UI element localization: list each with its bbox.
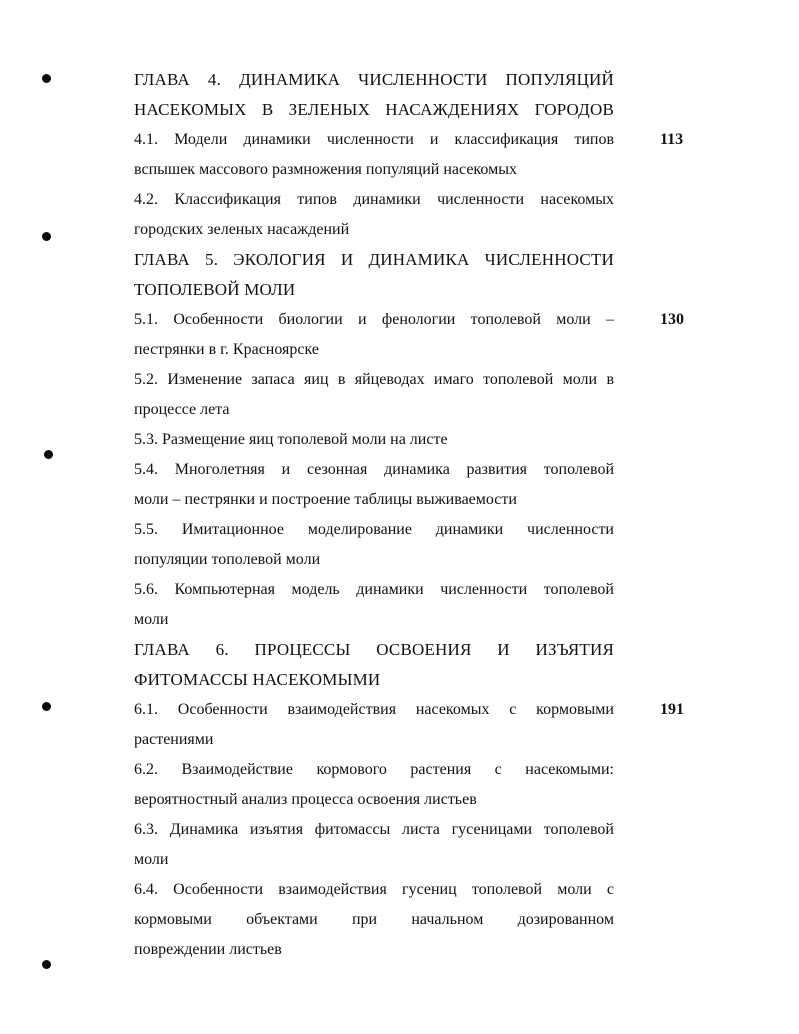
page-number: 113 bbox=[660, 131, 684, 148]
toc-entry-5-2 bbox=[134, 365, 614, 425]
toc-entry-6-1 bbox=[134, 695, 614, 755]
toc-entry-line: городских зеленых насаждений bbox=[134, 221, 350, 238]
chapter-6-title bbox=[134, 635, 614, 695]
toc-entry-line: 5.5. Имитационное моделирование динамики численности bbox=[134, 521, 614, 538]
punch-hole-dot bbox=[42, 702, 51, 711]
toc-entry-5-1 bbox=[134, 305, 614, 365]
toc-entry-line: 5.1. Особенности биологии и фенологии тополевой моли – bbox=[134, 311, 614, 328]
toc-entry-line: вероятностный анализ процесса освоения листьев bbox=[134, 791, 477, 808]
punch-hole-dot bbox=[42, 960, 51, 969]
toc-entry-line: 5.4. Многолетняя и сезонная динамика развития тополевой bbox=[134, 461, 614, 478]
toc-entry-6-2 bbox=[134, 755, 614, 815]
toc-entry-line: моли bbox=[134, 611, 169, 628]
chapter-title-line: ГЛАВА 4. ДИНАМИКА ЧИСЛЕННОСТИ ПОПУЛЯЦИЙ bbox=[134, 70, 614, 89]
toc-entry-line: повреждении листьев bbox=[134, 941, 282, 958]
toc-entry-line: 5.6. Компьютерная модель динамики численности тополевой bbox=[134, 581, 614, 598]
punch-hole-dot bbox=[42, 232, 51, 241]
toc-entry-line: растениями bbox=[134, 731, 214, 748]
page-number: 191 bbox=[660, 701, 684, 718]
chapter-title-line: ГЛАВА 5. ЭКОЛОГИЯ И ДИНАМИКА ЧИСЛЕННОСТИ bbox=[134, 250, 614, 269]
toc-entry-line: моли – пестрянки и построение таблицы выживаемости bbox=[134, 491, 517, 508]
toc-entry-6-4 bbox=[134, 875, 614, 965]
toc-entry-5-4 bbox=[134, 455, 614, 515]
toc-entry-line: пестрянки в г. Красноярске bbox=[134, 341, 319, 358]
toc-entry-4-2 bbox=[134, 185, 614, 245]
toc-entry-line: кормовыми объектами при начальном дозированном bbox=[134, 911, 614, 928]
toc-entry-line: 4.1. Модели динамики численности и классификация типов bbox=[134, 131, 614, 148]
toc-entry-line: 4.2. Классификация типов динамики численности насекомых bbox=[134, 191, 614, 208]
chapter-title-line: ТОПОЛЕВОЙ МОЛИ bbox=[134, 280, 296, 299]
chapter-title-line: ГЛАВА 6. ПРОЦЕССЫ ОСВОЕНИЯ И ИЗЪЯТИЯ bbox=[134, 640, 614, 659]
chapter-5-title bbox=[134, 245, 614, 305]
toc-entry-line: процессе лета bbox=[134, 401, 230, 418]
toc-entry-5-6 bbox=[134, 575, 614, 635]
toc-entry-5-5 bbox=[134, 515, 614, 575]
toc-entry-line: 5.2. Изменение запаса яиц в яйцеводах имаго тополевой моли в bbox=[134, 371, 614, 388]
punch-hole-dot bbox=[42, 74, 51, 83]
toc-entry-line: 6.1. Особенности взаимодействия насекомых с кормовыми bbox=[134, 701, 614, 718]
toc-entry-line: популяции тополевой моли bbox=[134, 551, 321, 568]
toc-entry-line: 6.3. Динамика изъятия фитомассы листа гусеницами тополевой bbox=[134, 821, 614, 838]
toc-entry-line: вспышек массового размножения популяций насекомых bbox=[134, 161, 517, 178]
toc-entry-line: 6.4. Особенности взаимодействия гусениц тополевой моли с bbox=[134, 881, 614, 898]
toc-entry-4-1 bbox=[134, 125, 614, 185]
punch-hole-dot bbox=[44, 450, 53, 459]
page-number: 130 bbox=[660, 311, 684, 328]
chapter-title-line: ФИТОМАССЫ НАСЕКОМЫМИ bbox=[134, 670, 381, 689]
toc-entry-6-3 bbox=[134, 815, 614, 875]
chapter-4-title bbox=[134, 65, 614, 125]
toc-entry-line: 5.3. Размещение яиц тополевой моли на листе bbox=[134, 431, 448, 448]
toc-entry-5-3 bbox=[134, 425, 614, 455]
toc-entry-line: моли bbox=[134, 851, 169, 868]
toc-entry-line: 6.2. Взаимодействие кормового растения с насекомыми: bbox=[134, 761, 614, 778]
chapter-title-line: НАСЕКОМЫХ В ЗЕЛЕНЫХ НАСАЖДЕНИЯХ ГОРОДОВ bbox=[134, 100, 614, 119]
